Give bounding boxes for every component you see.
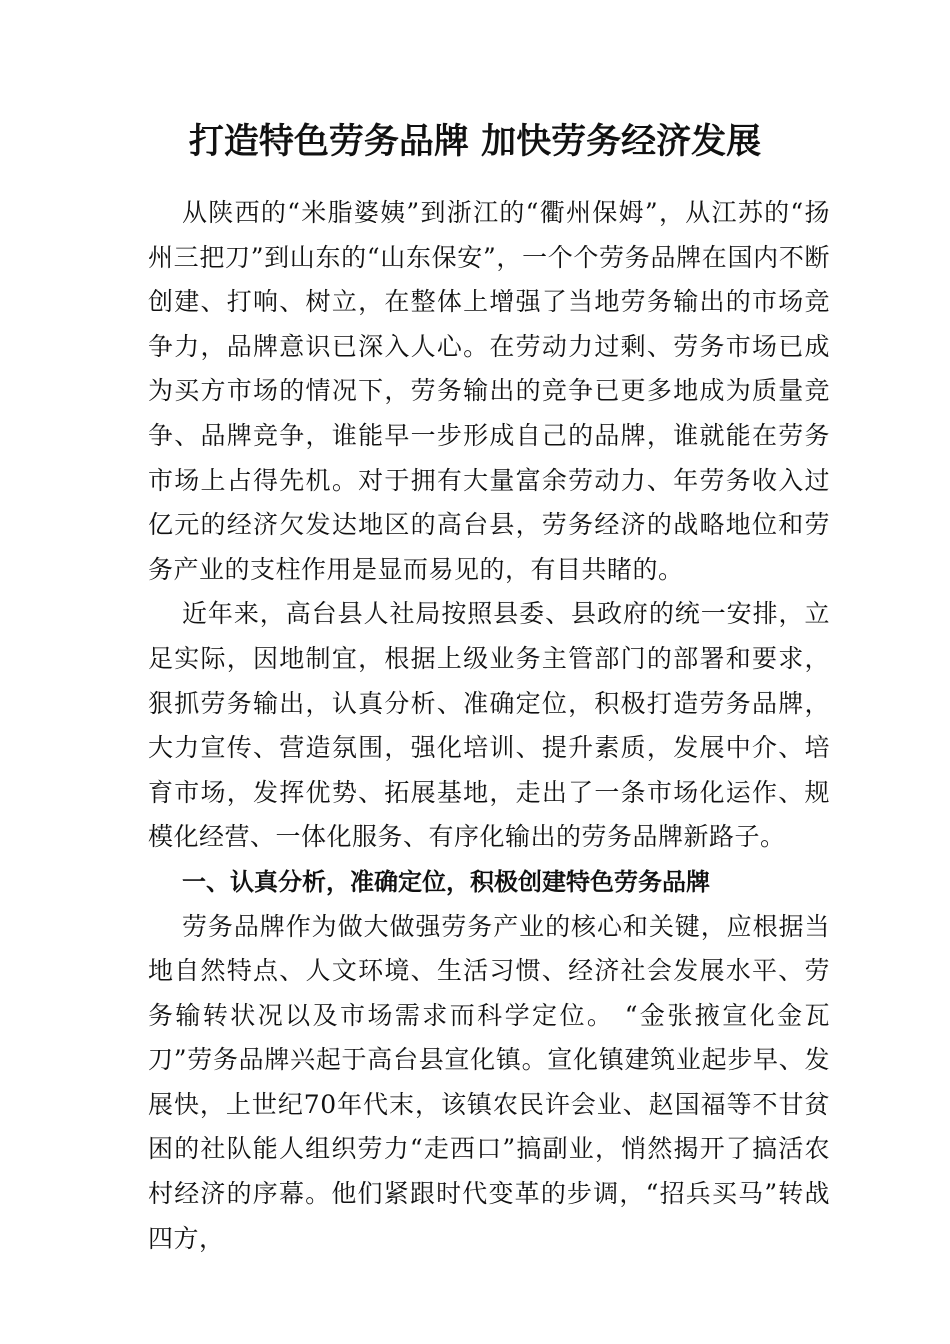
section-heading-1: 一、认真分析，准确定位，积极创建特色劳务品牌 <box>182 867 710 896</box>
intro-paragraph-2: 近年来，高台县人社局按照县委、县政府的统一安排，立足实际，因地制宜，根据上级业务主管部门的部署和要求，狠抓劳务输出，认真分析、准确定位，积极打造劳务品牌，大力宣传、营造氛围，强化培训、提升素质，发展中介、培育市场，发挥优势、拓展基地，走出了一条市场化运作、规模化经营、一体化服务、有序化输出的劳务品牌新路子。 <box>148 599 830 852</box>
section-1-paragraph: 劳务品牌作为做大做强劳务产业的核心和关键，应根据当地自然特点、人文环境、生活习惯、经济社会发展水平、劳务输转状况以及市场需求而科学定位。 “金张掖宣化金瓦刀”劳务品牌兴起于高台县宣化镇。宣化镇建筑业起步早、发展快，上世纪70年代末，该镇农民许会业、赵国福等不甘贫困的社队能人组织劳力“走西口”搞副业，悄然揭开了搞活农村经济的序幕。他们紧跟时代变革的步调，“招兵买马”转战四方， <box>148 911 830 1253</box>
intro-paragraph-1: 从陕西的“米脂婆姨”到浙江的“衢州保姆”，从江苏的“扬州三把刀”到山东的“山东保安”，一个个劳务品牌在国内不断创建、打响、树立，在整体上增强了当地劳务输出的市场竞争力，品牌意识已深入人心。在劳动力过剩、劳务市场已成为买方市场的情况下，劳务输出的竞争已更多地成为质量竞争、品牌竞争，谁能早一步形成自己的品牌，谁就能在劳务市场上占得先机。对于拥有大量富余劳动力、年劳务收入过亿元的经济欠发达地区的高台县，劳务经济的战略地位和劳务产业的支柱作用是显而易见的，有目共睹的。 <box>148 198 830 584</box>
document-body <box>148 191 830 1261</box>
document-title: 打造特色劳务品牌 加快劳务经济发展 <box>188 122 762 162</box>
